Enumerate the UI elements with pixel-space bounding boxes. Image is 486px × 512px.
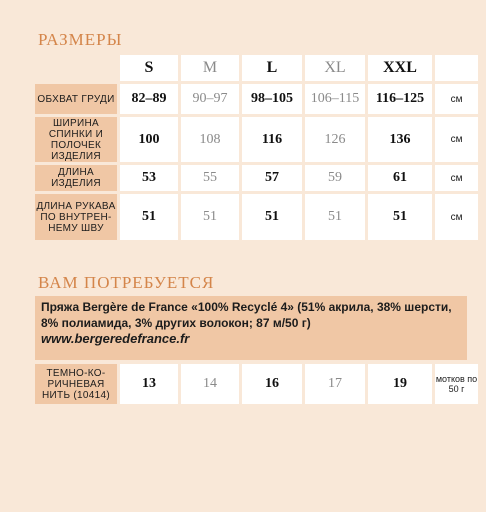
size-header-m: M: [181, 55, 239, 81]
size-header-s: S: [120, 55, 178, 81]
cell-sleeve-unit: см: [435, 194, 478, 240]
cell-width-m: 108: [181, 117, 239, 162]
yarn-url-link[interactable]: www.bergeredefrance.fr: [41, 331, 190, 346]
cell-width-l: 116: [242, 117, 302, 162]
cell-sleeve-m: 51: [181, 194, 239, 240]
yarn-description: Пряжа Bergère de France «100% Recyclé 4» (51% акрила, 38% шерсти, 8% полиамида, 3% других волокон; 87 м/50 г): [41, 300, 452, 330]
cell-sleeve-xxl: 51: [368, 194, 432, 240]
cell-sleeve-s: 51: [120, 194, 178, 240]
cell-length-xxl: 61: [368, 165, 432, 191]
row-label-length: ДЛИНА ИЗДЕЛИЯ: [35, 165, 117, 191]
cell-chest-xxl: 116–125: [368, 84, 432, 114]
table-row: [35, 165, 478, 191]
yarn-qty-unit: мотков по 50 г: [435, 364, 478, 404]
size-header-xxl: XXL: [368, 55, 432, 81]
row-label-width: ШИРИНА СПИНКИ И ПОЛОЧЕК ИЗДЕЛИЯ: [35, 117, 117, 162]
corner-cell: [35, 55, 117, 81]
table-row: [35, 364, 478, 404]
cell-sleeve-xl: 51: [305, 194, 365, 240]
sizes-heading: РАЗМЕРЫ: [38, 30, 123, 49]
cell-width-unit: см: [435, 117, 478, 162]
cell-chest-s: 82–89: [120, 84, 178, 114]
size-header-l: L: [242, 55, 302, 81]
cell-chest-xl: 106–115: [305, 84, 365, 114]
yarn-color-label: ТЕМНО-КО- РИЧНЕВАЯ НИТЬ (10414): [35, 364, 117, 404]
cell-length-s: 53: [120, 165, 178, 191]
yarn-qty-s: 13: [120, 364, 178, 404]
yarn-info-box: [35, 296, 467, 360]
cell-chest-m: 90–97: [181, 84, 239, 114]
cell-width-s: 100: [120, 117, 178, 162]
cell-width-xl: 126: [305, 117, 365, 162]
yarn-qty-l: 16: [242, 364, 302, 404]
cell-chest-unit: см: [435, 84, 478, 114]
table-row: [35, 84, 478, 114]
table-row: [35, 117, 478, 162]
cell-length-unit: см: [435, 165, 478, 191]
cell-length-xl: 59: [305, 165, 365, 191]
size-table: [32, 52, 481, 243]
cell-width-xxl: 136: [368, 117, 432, 162]
table-row: [35, 194, 478, 240]
cell-length-l: 57: [242, 165, 302, 191]
size-header-xl: XL: [305, 55, 365, 81]
cell-length-m: 55: [181, 165, 239, 191]
row-label-chest: ОБХВАТ ГРУДИ: [35, 84, 117, 114]
size-header-row: [35, 55, 478, 81]
row-label-sleeve: ДЛИНА РУКАВА ПО ВНУТРЕН- НЕМУ ШВУ: [35, 194, 117, 240]
unit-header-cell: [435, 55, 478, 81]
yarn-qty-xxl: 19: [368, 364, 432, 404]
cell-chest-l: 98–105: [242, 84, 302, 114]
materials-heading: ВАМ ПОТРЕБУЕТСЯ: [38, 273, 215, 292]
yarn-qty-xl: 17: [305, 364, 365, 404]
yarn-quantity-table: [32, 361, 481, 407]
yarn-qty-m: 14: [181, 364, 239, 404]
cell-sleeve-l: 51: [242, 194, 302, 240]
